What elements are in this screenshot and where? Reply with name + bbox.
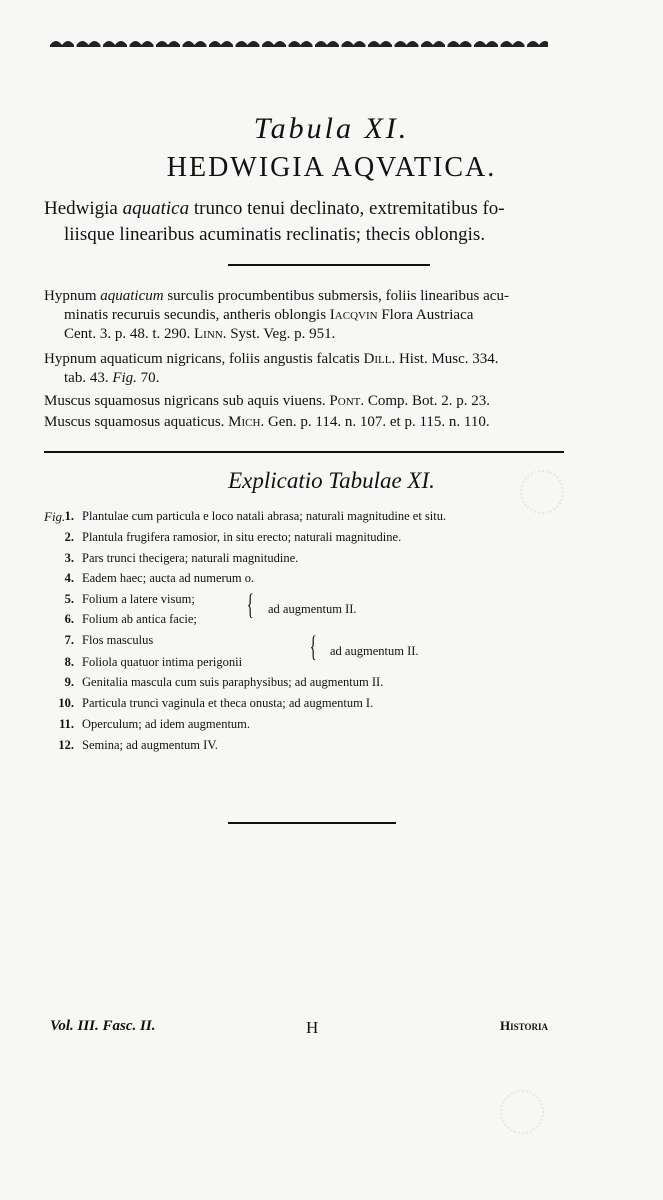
- synonym-4: Muscus squamosus aquaticus. Mich. Gen. p. 114. n. 107. et p. 115. n. 110.: [44, 414, 490, 430]
- species-description: Hedwigia aquatica trunco tenui declinato, extremitatibus fo- liisque linearibus acuminatis reclinatis; thecis oblongis.: [44, 198, 505, 245]
- ornament-border: [48, 36, 548, 50]
- figure-item: 10. Particula trunci vaginula et theca onusta; ad augmentum I.: [58, 696, 374, 710]
- brace-icon: {: [309, 630, 317, 663]
- bleed-through-mark: [500, 1090, 544, 1134]
- divider: [228, 822, 396, 824]
- synonym-3: Muscus squamosus nigricans sub aquis viuens. Pont. Comp. Bot. 2. p. 23.: [44, 393, 490, 409]
- explicatio-title: Explicatio Tabulae XI.: [228, 468, 435, 493]
- synonym-2: Hypnum aquaticum nigricans, foliis angustis falcatis Dill. Hist. Musc. 334. tab. 43. Fig. 70.: [44, 351, 499, 386]
- augmentum-label: ad augmentum II.: [268, 602, 357, 616]
- divider: [228, 264, 430, 266]
- plate-title: Tabula XI.: [253, 112, 410, 145]
- figure-item: 3. Pars trunci thecigera; naturali magnitudine.: [64, 551, 299, 565]
- figure-item: 6. Folium ab antica facie;: [64, 612, 197, 626]
- brace-icon: {: [246, 588, 254, 621]
- figure-item: 9. Genitalia mascula cum suis paraphysibus; ad augmentum II.: [64, 675, 384, 689]
- figure-item: 8. Foliola quatuor intima perigonii: [64, 655, 243, 669]
- catchword: Historia: [500, 1018, 548, 1033]
- signature-mark: H: [306, 1018, 319, 1037]
- volume-label: Vol. III. Fasc. II.: [50, 1018, 156, 1034]
- figure-item: 1. Plantulae cum particula e loco natali abrasa; naturali magnitudine et situ.: [64, 509, 447, 523]
- synonym-1: Hypnum aquaticum surculis procumbentibus submersis, foliis linearibus acu- minatis recuruis secundis, antheris oblongis Iacqvin Flora Austriaca Cent. 3. p. 48. t. 290. Linn. Syst. Veg. p. 951.: [44, 288, 509, 342]
- figure-item: 4. Eadem haec; aucta ad numerum o.: [64, 571, 255, 585]
- bleed-through-mark: [520, 470, 564, 514]
- species-title: HEDWIGIA AQVATICA.: [166, 152, 497, 183]
- figure-item: 12. Semina; ad augmentum IV.: [58, 738, 218, 752]
- divider: [44, 451, 564, 453]
- figure-item: 2. Plantula frugifera ramosior, in situ erecto; naturali magnitudine.: [64, 530, 402, 544]
- augmentum-label: ad augmentum II.: [330, 644, 419, 658]
- figure-item: 5. Folium a latere visum;: [64, 592, 195, 606]
- figure-item: 11. Operculum; ad idem augmentum.: [59, 717, 251, 731]
- figure-item: 7. Flos masculus: [64, 633, 154, 647]
- fig-label: Fig.: [44, 509, 66, 524]
